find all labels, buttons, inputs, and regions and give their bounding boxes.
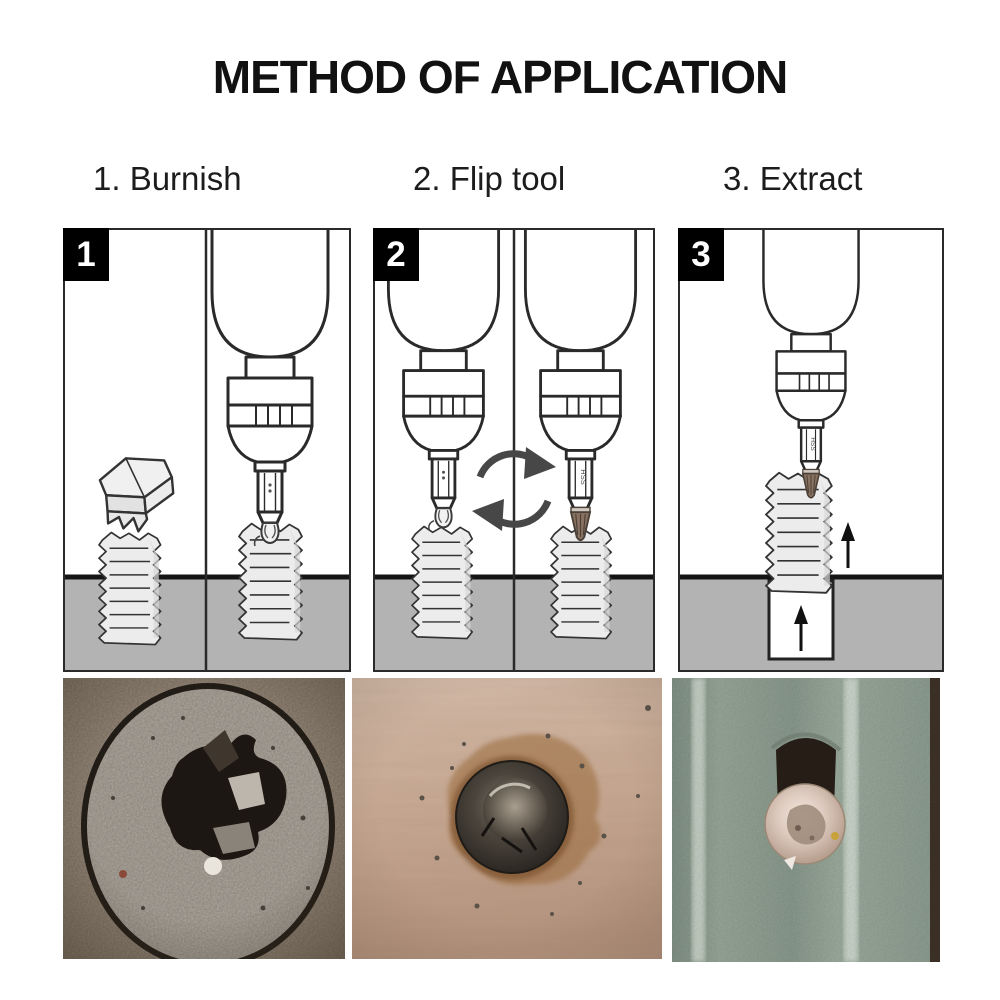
page-title: METHOD OF APPLICATION: [212, 51, 788, 103]
rust-gold-speck: [831, 832, 839, 840]
texture-speck: [795, 825, 801, 831]
broken-screw-illustration: [99, 532, 161, 644]
step-3-illustration: [680, 230, 942, 670]
step-2-illustration: [375, 230, 653, 670]
step-2-diagram-panel: [373, 228, 655, 672]
stuck-screw-illustration: [551, 526, 611, 638]
up-arrow-icon: [841, 522, 855, 568]
step-3-label: 3. Extract: [723, 160, 863, 197]
extracted-screw-illustration: [766, 473, 832, 593]
step-2-label: 2. Flip tool: [413, 160, 566, 197]
stuck-screw-illustration: [412, 526, 472, 638]
vignette: [352, 678, 662, 959]
photo-screw-in-metal: [672, 678, 940, 962]
drill-illustration: [212, 230, 328, 523]
step-1-diagram-panel: [63, 228, 351, 672]
photo-screw-in-wood: [352, 678, 662, 959]
step-1-label: 1. Burnish: [93, 160, 242, 197]
step-2-number-badge: 2: [373, 228, 419, 281]
vignette: [63, 678, 345, 959]
broken-screw-head-illustration: [96, 450, 182, 537]
bit-marking-hss: HSS: [809, 437, 816, 451]
drill-illustration: [763, 230, 858, 470]
texture-speck: [810, 836, 815, 841]
step-3-diagram-panel: [678, 228, 944, 672]
step-3-number-badge: 3: [678, 228, 724, 281]
step-1-illustration: [65, 230, 349, 670]
bit-marking-hss: HSS: [579, 469, 588, 485]
burnish-bit-tip: [429, 508, 452, 530]
step-1-number-badge: 1: [63, 228, 109, 281]
photo-stripped-screw-closeup: [63, 678, 345, 959]
